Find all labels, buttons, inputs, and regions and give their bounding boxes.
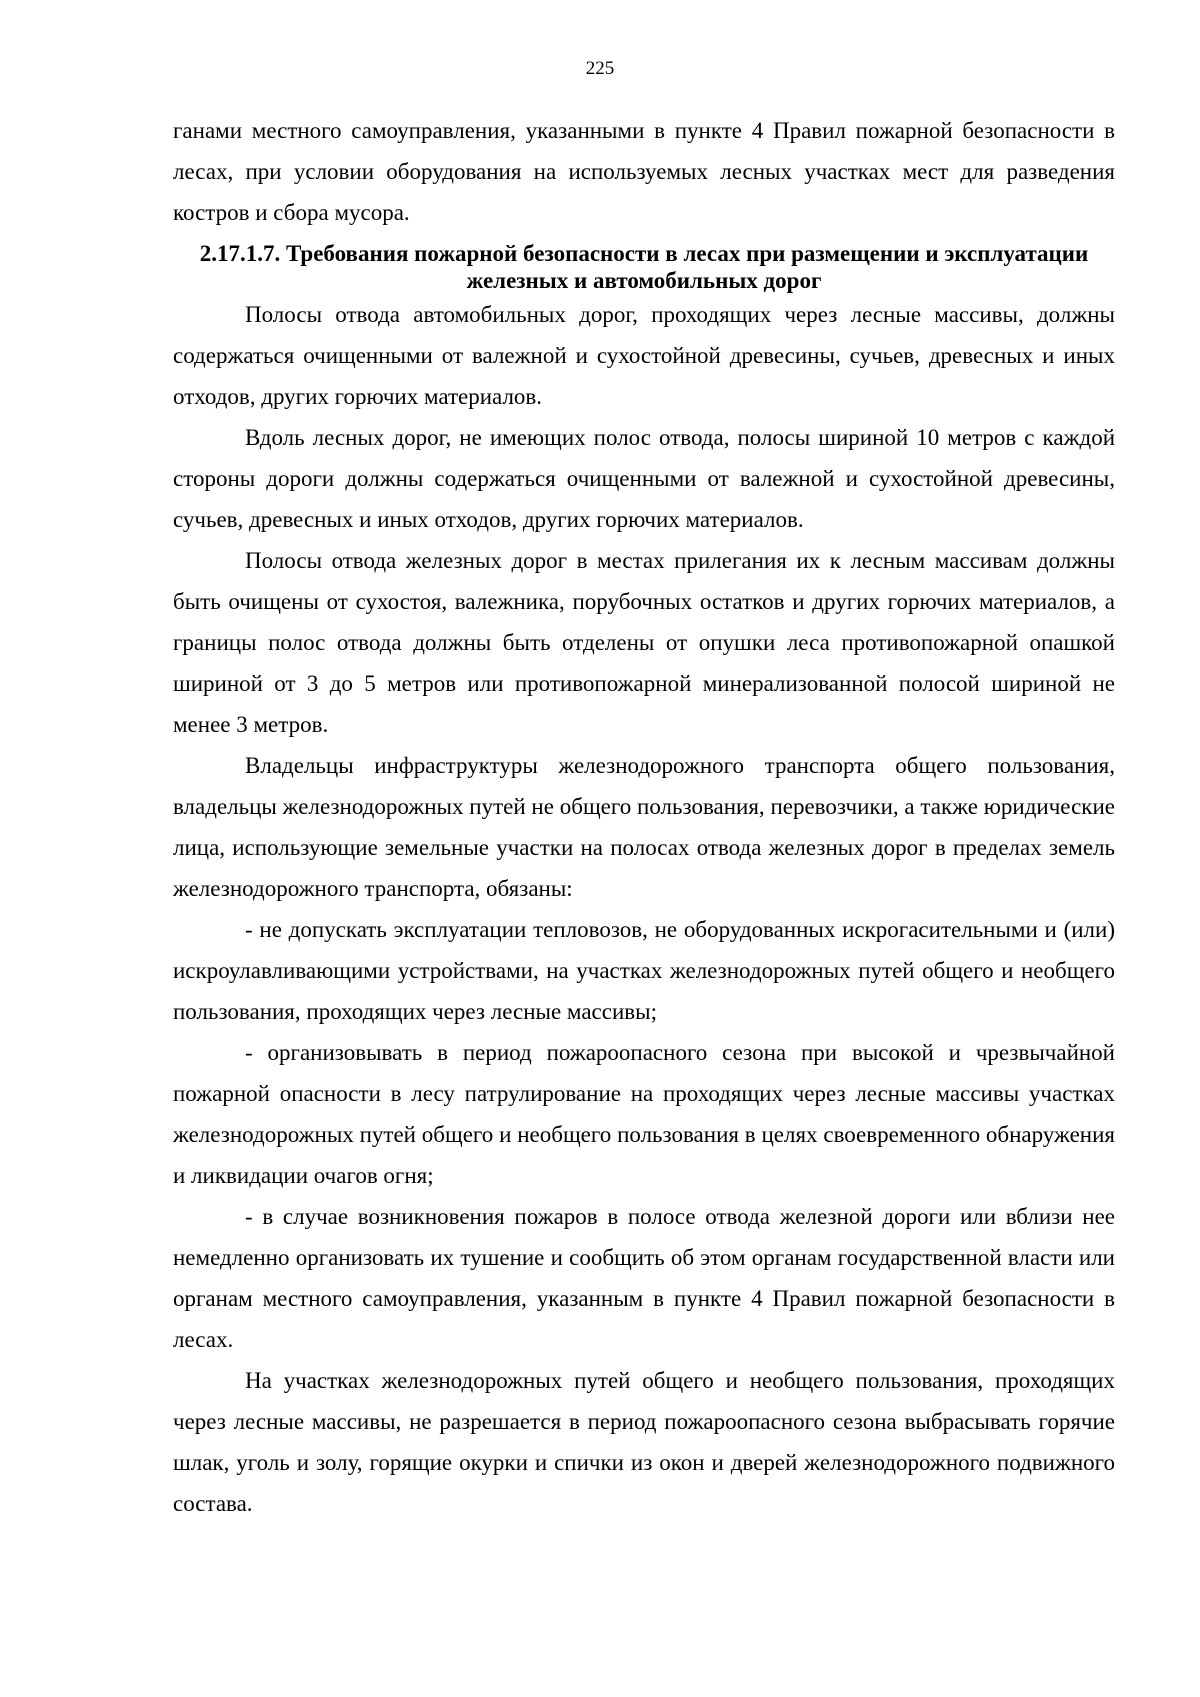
paragraph-prohibition: На участках железнодорожных путей общего и необщего пользования, проходящих через лесные массивы, не разрешается в период пожароопасного сезона выбрасывать горячие шлак, уголь и золу, горящие окурки и спички из окон и дверей железнодорожного подвижного состава. (173, 1368, 1115, 1516)
list-item-fire-response: - в случае возникновения пожаров в полосе отвода железной дороги или вблизи нее немедленно организовать их тушение и сообщить об этом органам государственной власти или органам местного самоуправления, указанным в пункте 4 Правил пожарной безопасности в лесах. (173, 1204, 1115, 1352)
list-item-patrolling: - организовывать в период пожароопасного сезона при высокой и чрезвычайной пожарной опасности в лесу патрулирование на проходящих через лесные массивы участках железнодорожных путей общего и необщего пользования в целях своевременного обнаружения и ликвидации очагов огня; (173, 1040, 1115, 1188)
page-number: 225 (585, 58, 615, 79)
page-body (173, 110, 1115, 1524)
paragraph-railway-strips: Полосы отвода железных дорог в местах прилегания их к лесным массивам должны быть очищены от сухостоя, валежника, порубочных остатков и других горючих материалов, а границы полос отвода должны быть отделены от опушки леса противопожарной опашкой шириной от 3 до 5 метров или противопожарной минерализованной полосой шириной не менее 3 метров. (173, 548, 1115, 737)
paragraph-road-strips: Полосы отвода автомобильных дорог, проходящих через лесные массивы, должны содержаться очищенными от валежной и сухостойной древесины, сучьев, древесных и иных отходов, других горючих материалов. (173, 302, 1115, 409)
paragraph-forest-roads: Вдоль лесных дорог, не имеющих полос отвода, полосы шириной 10 метров с каждой стороны дороги должны содержаться очищенными от валежной и сухостойной древесины, сучьев, древесных и иных отходов, других горючих материалов. (173, 425, 1115, 532)
list-item-locomotives: - не допускать эксплуатации тепловозов, не оборудованных искрогасительными и (или) искроулавливающими устройствами, на участках железнодорожных путей общего и необщего пользования, проходящих через лесные массивы; (173, 917, 1115, 1024)
intro-paragraph: ганами местного самоуправления, указанными в пункте 4 Правил пожарной безопасности в лесах, при условии оборудования на используемых лесных участках мест для разведения костров и сбора мусора. (173, 118, 1115, 225)
paragraph-railway-owners: Владельцы инфраструктуры железнодорожного транспорта общего пользования, владельцы железнодорожных путей не общего пользования, перевозчики, а также юридические лица, использующие земельные участки на полосах отвода железных дорог в пределах земель железнодорожного транспорта, обязаны: (173, 753, 1115, 901)
section-heading: 2.17.1.7. Требования пожарной безопасности в лесах при размещении и эксплуатации железных и автомобильных дорог (199, 241, 1089, 293)
